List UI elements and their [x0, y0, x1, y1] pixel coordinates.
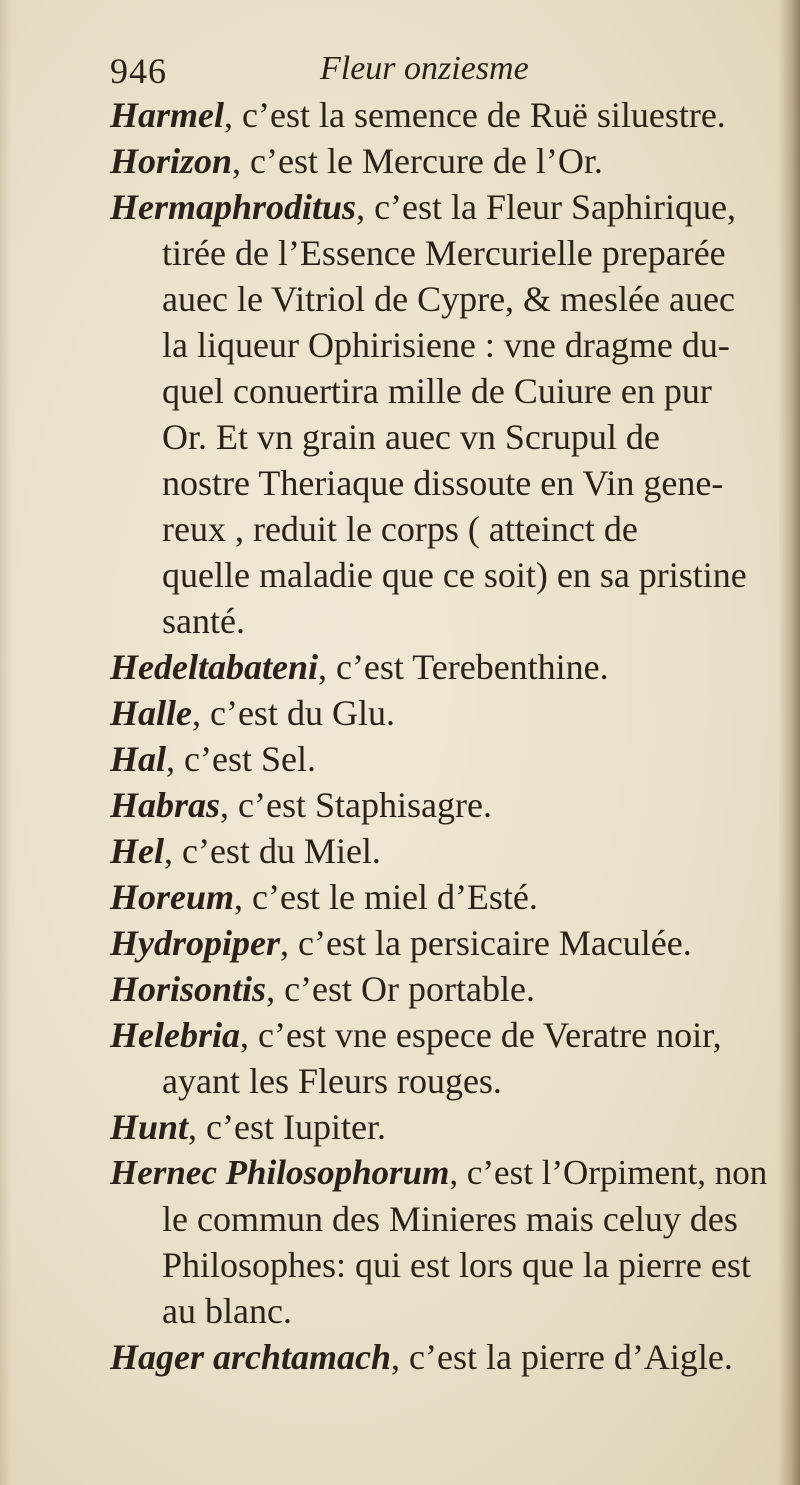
entry-text: au blanc. [162, 1291, 292, 1331]
entry-text: , c’est l’Orpiment, non [449, 1153, 768, 1192]
entry-text: , c’est du Glu. [191, 693, 395, 733]
entry-text: Or. Et vn grain auec vn Scrupul de [162, 417, 660, 457]
entry-term: Hydropiper [110, 923, 280, 963]
entry-term: Hager archtamach [110, 1337, 392, 1377]
glossary-entry-line [110, 138, 770, 184]
continuation-line [110, 552, 770, 598]
entry-text: , c’est du Miel. [163, 831, 381, 871]
continuation-line [110, 230, 770, 276]
entry-text: , c’est Terebenthine. [317, 647, 609, 687]
continuation-line [110, 1058, 770, 1104]
continuation-line [110, 414, 770, 460]
entry-term: Hal [110, 739, 167, 779]
glossary-entry-line [110, 828, 770, 874]
entry-text: ayant les Fleurs rouges. [162, 1061, 502, 1101]
page-number: 946 [110, 51, 167, 91]
entry-term: Harmel [110, 95, 224, 135]
entry-term: Horeum [110, 877, 235, 917]
continuation-line [110, 598, 770, 644]
page-body [110, 92, 770, 1380]
entry-text: , c’est Sel. [166, 739, 316, 779]
glossary-entry-line [110, 736, 770, 782]
entry-term: Horisontis [110, 969, 267, 1009]
glossary-entry-line [110, 920, 770, 966]
entry-text: , c’est le Mercure de l’Or. [232, 141, 603, 181]
continuation-line [110, 1196, 770, 1242]
running-title: Fleur onziesme [320, 50, 529, 87]
glossary-entry-line [110, 1334, 770, 1380]
entry-text: , c’est la semence de Ruë siluestre. [224, 95, 726, 135]
entry-term: Hunt [110, 1107, 189, 1147]
glossary-entry-line [110, 690, 770, 736]
entry-text: , c’est Iupiter. [188, 1107, 386, 1147]
continuation-line [110, 1242, 770, 1288]
continuation-line [110, 322, 770, 368]
entry-text: nostre Theriaque dissoute en Vin gene- [162, 463, 724, 503]
entry-text: , c’est Or portable. [266, 969, 535, 1009]
continuation-line [110, 460, 770, 506]
entry-text: auec le Vitriol de Cypre, & meslée auec [162, 279, 735, 319]
entry-term: Hernec Philosophorum [110, 1153, 450, 1192]
glossary-entry-line [110, 966, 770, 1012]
entry-term: Habras [110, 785, 221, 825]
entry-term: Horizon [110, 141, 233, 181]
glossary-entry-line [110, 92, 770, 138]
entry-text: , c’est la persicaire Maculée. [279, 923, 692, 963]
entry-text: , c’est la Fleur Saphirique, [356, 187, 736, 227]
entry-text: santé. [162, 601, 245, 641]
glossary-entry-line [110, 874, 770, 920]
continuation-line [110, 1288, 770, 1334]
entry-text: , c’est Staphisagre. [220, 785, 492, 825]
entry-text: Philosophes: qui est lors que la pierre est [162, 1245, 751, 1285]
glossary-entry-line [110, 1104, 770, 1150]
entry-text: , c’est vne espece de Veratre noir, [239, 1015, 722, 1055]
entry-text: , c’est la pierre d’Aigle. [391, 1337, 733, 1377]
entry-term: Hedeltabateni [110, 647, 318, 687]
continuation-line [110, 368, 770, 414]
glossary-entry-line [110, 1150, 770, 1196]
entry-text: tirée de l’Essence Mercurielle preparée [162, 233, 726, 273]
entry-term: Hermaphroditus [110, 187, 357, 227]
entry-text: reux , reduit le corps ( atteinct de [162, 509, 638, 549]
entry-text: , c’est le miel d’Esté. [234, 877, 538, 917]
glossary-entry-line [110, 1012, 770, 1058]
page-edge-right [778, 0, 800, 1485]
entry-term: Helebria [110, 1015, 240, 1055]
entry-text: quel conuertira mille de Cuiure en pur [162, 371, 712, 411]
glossary-entry-line [110, 184, 770, 230]
glossary-entry-line [110, 644, 770, 690]
entry-text: le commun des Minieres mais celuy des [162, 1199, 738, 1239]
entry-term: Hel [110, 831, 164, 871]
continuation-line [110, 276, 770, 322]
page-shadow-left [0, 0, 12, 1485]
entry-text: la liqueur Ophirisiene : vne dragme du- [162, 325, 730, 365]
entry-text: quelle maladie que ce soit) en sa pristine [162, 555, 747, 595]
entry-term: Halle [110, 693, 192, 733]
continuation-line [110, 506, 770, 552]
glossary-entry-line [110, 782, 770, 828]
